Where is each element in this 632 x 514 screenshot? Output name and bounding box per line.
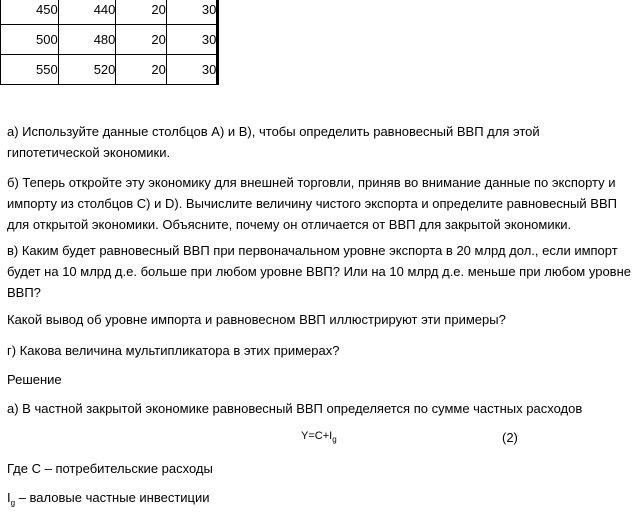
table-cell: 20 xyxy=(116,0,166,25)
formula-line xyxy=(0,430,632,448)
question-g: г) Какова величина мультипликатора в этих примерах? xyxy=(7,343,340,358)
ig-symbol-main: I xyxy=(7,490,11,505)
formula-subscript: g xyxy=(332,435,337,445)
table-cell: 440 xyxy=(58,0,116,25)
ig-description-text: – валовые частные инвестиции xyxy=(18,490,210,505)
question-a: а) Используйте данные столбцов А) и В), чтобы определить равновесный ВВП для этой гипотетической экономики. xyxy=(7,124,540,160)
solution-a: а) В частной закрытой экономике равновесный ВВП определяется по сумме частных расходов xyxy=(7,401,583,416)
table-cell: 20 xyxy=(116,25,166,55)
ig-description xyxy=(7,487,631,514)
question-v: в) Каким будет равновесный ВВП при первоначальном уровне экспорта в 20 млрд дол., если импорт будет на 10 млрд д.е. больше при любом уровне ВВП? Или на 10 млрд д.е. меньше при любом уровне ВВП? xyxy=(7,243,631,300)
formula-text: Y=C+I xyxy=(301,430,333,442)
question-b: б) Теперь откройте эту экономику для внешней торговли, приняв во внимание данные по экспорту и импорту из столбцов С) и D). Вычислите величину чистого экспорта и определите равновесный ВВП для открытой экономики. Объясните, почему он отличается от ВВП для закрытой экономики. xyxy=(7,175,617,232)
table-cell: 30 xyxy=(166,25,216,55)
table-row xyxy=(1,55,219,85)
formula xyxy=(301,430,337,444)
table-cell: 500 xyxy=(1,25,59,55)
table-cell: 450 xyxy=(1,0,59,25)
table-cell: 480 xyxy=(58,25,116,55)
table-row xyxy=(1,0,219,25)
formula-number: (2) xyxy=(502,430,518,445)
data-table xyxy=(0,0,219,85)
ig-symbol-sub: g xyxy=(10,498,16,508)
table-cell xyxy=(218,25,219,55)
solution-heading: Решение xyxy=(7,372,62,387)
conclusion-question: Какой вывод об уровне импорта и равновесном ВВП иллюстрируют эти примеры? xyxy=(7,312,506,327)
table-cell: 20 xyxy=(116,55,166,85)
where-c: Где С – потребительские расходы xyxy=(7,461,213,476)
ig-symbol xyxy=(7,490,16,508)
table-cell xyxy=(218,55,219,85)
table-row xyxy=(1,25,219,55)
table-cell xyxy=(218,0,219,25)
table-cell: 550 xyxy=(1,55,59,85)
table-cell: 30 xyxy=(166,55,216,85)
table-cell: 520 xyxy=(58,55,116,85)
table-cell: 30 xyxy=(166,0,216,25)
